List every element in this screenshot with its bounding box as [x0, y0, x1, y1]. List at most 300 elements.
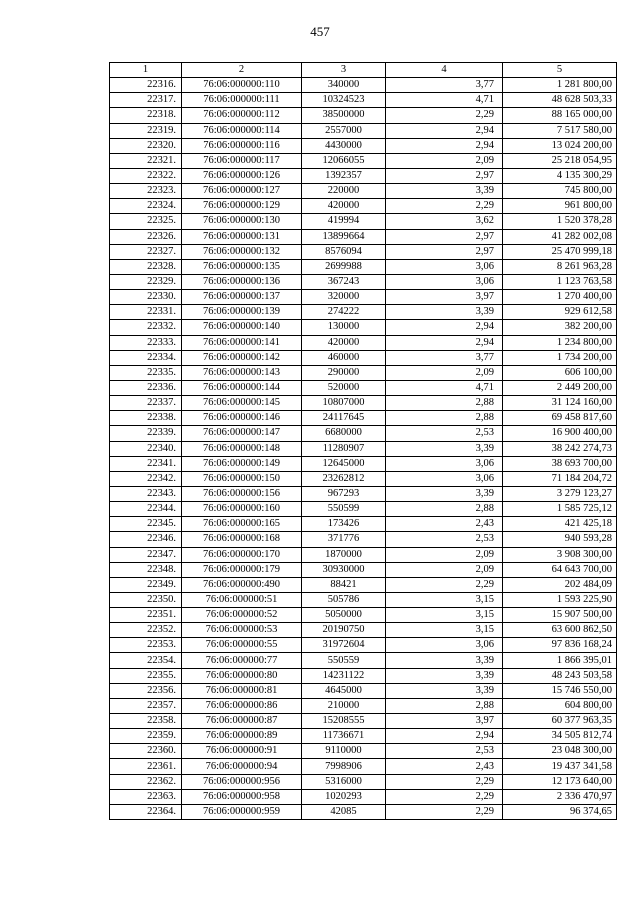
cadastral-number-cell: 76:06:000000:141 — [182, 335, 302, 350]
cadastral-number-cell: 76:06:000000:81 — [182, 683, 302, 698]
rate-cell: 2,94 — [386, 335, 503, 350]
row-number-cell: 22320. — [110, 138, 182, 153]
rate-cell: 2,94 — [386, 138, 503, 153]
table-row — [110, 108, 617, 123]
row-number-cell: 22355. — [110, 668, 182, 683]
table-row — [110, 759, 617, 774]
rate-cell: 3,39 — [386, 305, 503, 320]
cadastral-number-cell: 76:06:000000:116 — [182, 138, 302, 153]
area-cell: 12066055 — [302, 153, 386, 168]
area-cell: 2699988 — [302, 259, 386, 274]
area-cell: 4430000 — [302, 138, 386, 153]
cadastral-number-cell: 76:06:000000:80 — [182, 668, 302, 683]
value-cell: 8 261 963,28 — [503, 259, 617, 274]
area-cell: 1020293 — [302, 789, 386, 804]
cadastral-number-cell: 76:06:000000:145 — [182, 396, 302, 411]
cadastral-number-cell: 76:06:000000:117 — [182, 153, 302, 168]
row-number-cell: 22342. — [110, 471, 182, 486]
area-cell: 88421 — [302, 577, 386, 592]
area-cell: 20190750 — [302, 623, 386, 638]
cadastral-number-cell: 76:06:000000:179 — [182, 562, 302, 577]
row-number-cell: 22323. — [110, 184, 182, 199]
rate-cell: 3,15 — [386, 623, 503, 638]
row-number-cell: 22350. — [110, 592, 182, 607]
area-cell: 10324523 — [302, 93, 386, 108]
table-row — [110, 229, 617, 244]
rate-cell: 3,15 — [386, 608, 503, 623]
row-number-cell: 22353. — [110, 638, 182, 653]
table-row — [110, 168, 617, 183]
value-cell: 48 243 503,58 — [503, 668, 617, 683]
rate-cell: 3,06 — [386, 456, 503, 471]
row-number-cell: 22338. — [110, 411, 182, 426]
cadastral-number-cell: 76:06:000000:156 — [182, 486, 302, 501]
rate-cell: 2,43 — [386, 759, 503, 774]
row-number-cell: 22356. — [110, 683, 182, 698]
rate-cell: 3,97 — [386, 714, 503, 729]
area-cell: 31972604 — [302, 638, 386, 653]
cadastral-number-cell: 76:06:000000:958 — [182, 789, 302, 804]
value-cell: 3 908 300,00 — [503, 547, 617, 562]
rate-cell: 2,09 — [386, 547, 503, 562]
area-cell: 290000 — [302, 365, 386, 380]
rate-cell: 2,53 — [386, 744, 503, 759]
row-number-cell: 22363. — [110, 789, 182, 804]
value-cell: 60 377 963,35 — [503, 714, 617, 729]
value-cell: 2 449 200,00 — [503, 380, 617, 395]
area-cell: 24117645 — [302, 411, 386, 426]
cadastral-number-cell: 76:06:000000:959 — [182, 804, 302, 819]
row-number-cell: 22347. — [110, 547, 182, 562]
rate-cell: 2,29 — [386, 199, 503, 214]
table-row — [110, 517, 617, 532]
table-row — [110, 320, 617, 335]
table-row — [110, 380, 617, 395]
value-cell: 2 336 470,97 — [503, 789, 617, 804]
value-cell: 96 374,65 — [503, 804, 617, 819]
table-row — [110, 683, 617, 698]
row-number-cell: 22327. — [110, 244, 182, 259]
area-cell: 7998906 — [302, 759, 386, 774]
rate-cell: 4,71 — [386, 93, 503, 108]
column-header-4: 4 — [386, 63, 503, 78]
table-row — [110, 214, 617, 229]
row-number-cell: 22352. — [110, 623, 182, 638]
rate-cell: 2,09 — [386, 365, 503, 380]
table-row — [110, 638, 617, 653]
table-row — [110, 123, 617, 138]
value-cell: 961 800,00 — [503, 199, 617, 214]
cadastral-number-cell: 76:06:000000:137 — [182, 290, 302, 305]
cadastral-number-cell: 76:06:000000:148 — [182, 441, 302, 456]
area-cell: 10807000 — [302, 396, 386, 411]
cadastral-number-cell: 76:06:000000:168 — [182, 532, 302, 547]
row-number-cell: 22341. — [110, 456, 182, 471]
rate-cell: 2,97 — [386, 168, 503, 183]
area-cell: 371776 — [302, 532, 386, 547]
cadastral-number-cell: 76:06:000000:147 — [182, 426, 302, 441]
value-cell: 64 643 700,00 — [503, 562, 617, 577]
value-cell: 31 124 160,00 — [503, 396, 617, 411]
area-cell: 419994 — [302, 214, 386, 229]
cadastral-number-cell: 76:06:000000:149 — [182, 456, 302, 471]
row-number-cell: 22334. — [110, 350, 182, 365]
area-cell: 9110000 — [302, 744, 386, 759]
row-number-cell: 22325. — [110, 214, 182, 229]
area-cell: 367243 — [302, 274, 386, 289]
cadastral-number-cell: 76:06:000000:77 — [182, 653, 302, 668]
value-cell: 69 458 817,60 — [503, 411, 617, 426]
rate-cell: 3,06 — [386, 259, 503, 274]
table-row — [110, 608, 617, 623]
rate-cell: 4,71 — [386, 380, 503, 395]
row-number-cell: 22339. — [110, 426, 182, 441]
table-row — [110, 184, 617, 199]
area-cell: 2557000 — [302, 123, 386, 138]
rate-cell: 3,06 — [386, 471, 503, 486]
area-cell: 5316000 — [302, 774, 386, 789]
table-row — [110, 577, 617, 592]
value-cell: 97 836 168,24 — [503, 638, 617, 653]
rate-cell: 2,94 — [386, 729, 503, 744]
area-cell: 220000 — [302, 184, 386, 199]
area-cell: 12645000 — [302, 456, 386, 471]
row-number-cell: 22326. — [110, 229, 182, 244]
column-header-5: 5 — [503, 63, 617, 78]
value-cell: 7 517 580,00 — [503, 123, 617, 138]
table-header — [110, 63, 617, 78]
rate-cell: 3,77 — [386, 78, 503, 93]
table-row — [110, 138, 617, 153]
area-cell: 274222 — [302, 305, 386, 320]
rate-cell: 3,39 — [386, 486, 503, 501]
cadastral-number-cell: 76:06:000000:142 — [182, 350, 302, 365]
value-cell: 19 437 341,58 — [503, 759, 617, 774]
row-number-cell: 22359. — [110, 729, 182, 744]
value-cell: 1 520 378,28 — [503, 214, 617, 229]
cadastral-number-cell: 76:06:000000:110 — [182, 78, 302, 93]
cadastral-number-cell: 76:06:000000:114 — [182, 123, 302, 138]
value-cell: 48 628 503,33 — [503, 93, 617, 108]
table-row — [110, 290, 617, 305]
rate-cell: 2,43 — [386, 517, 503, 532]
value-cell: 41 282 002,08 — [503, 229, 617, 244]
cadastral-number-cell: 76:06:000000:111 — [182, 93, 302, 108]
rate-cell: 2,94 — [386, 320, 503, 335]
area-cell: 11736671 — [302, 729, 386, 744]
area-cell: 11280907 — [302, 441, 386, 456]
rate-cell: 2,97 — [386, 229, 503, 244]
cadastral-number-cell: 76:06:000000:170 — [182, 547, 302, 562]
cadastral-number-cell: 76:06:000000:94 — [182, 759, 302, 774]
row-number-cell: 22345. — [110, 517, 182, 532]
table-row — [110, 729, 617, 744]
cadastral-number-cell: 76:06:000000:144 — [182, 380, 302, 395]
rate-cell: 3,39 — [386, 683, 503, 698]
row-number-cell: 22337. — [110, 396, 182, 411]
rate-cell: 2,88 — [386, 698, 503, 713]
rate-cell: 2,29 — [386, 804, 503, 819]
page-number: 457 — [310, 24, 330, 39]
area-cell: 4645000 — [302, 683, 386, 698]
rate-cell: 3,06 — [386, 274, 503, 289]
row-number-cell: 22329. — [110, 274, 182, 289]
table-row — [110, 653, 617, 668]
row-number-cell: 22348. — [110, 562, 182, 577]
cadastral-number-cell: 76:06:000000:146 — [182, 411, 302, 426]
row-number-cell: 22351. — [110, 608, 182, 623]
area-cell: 320000 — [302, 290, 386, 305]
rate-cell: 2,09 — [386, 153, 503, 168]
rate-cell: 3,15 — [386, 592, 503, 607]
cadastral-number-cell: 76:06:000000:143 — [182, 365, 302, 380]
table-row — [110, 411, 617, 426]
value-cell: 940 593,28 — [503, 532, 617, 547]
table-row — [110, 532, 617, 547]
cadastral-number-cell: 76:06:000000:135 — [182, 259, 302, 274]
table-row — [110, 774, 617, 789]
table-row — [110, 592, 617, 607]
cadastral-number-cell: 76:06:000000:127 — [182, 184, 302, 199]
area-cell: 5050000 — [302, 608, 386, 623]
rate-cell: 3,77 — [386, 350, 503, 365]
row-number-cell: 22361. — [110, 759, 182, 774]
value-cell: 1 866 395,01 — [503, 653, 617, 668]
table-row — [110, 78, 617, 93]
value-cell: 1 234 800,00 — [503, 335, 617, 350]
rate-cell: 2,88 — [386, 502, 503, 517]
table-row — [110, 562, 617, 577]
value-cell: 1 270 400,00 — [503, 290, 617, 305]
value-cell: 4 135 300,29 — [503, 168, 617, 183]
table-row — [110, 199, 617, 214]
cadastral-number-cell: 76:06:000000:112 — [182, 108, 302, 123]
value-cell: 16 900 400,00 — [503, 426, 617, 441]
cadastral-number-cell: 76:06:000000:165 — [182, 517, 302, 532]
cadastral-number-cell: 76:06:000000:490 — [182, 577, 302, 592]
table-row — [110, 441, 617, 456]
area-cell: 550559 — [302, 653, 386, 668]
table-row — [110, 365, 617, 380]
area-cell: 520000 — [302, 380, 386, 395]
row-number-cell: 22357. — [110, 698, 182, 713]
cadastral-number-cell: 76:06:000000:55 — [182, 638, 302, 653]
column-header-1: 1 — [110, 63, 182, 78]
rate-cell: 2,29 — [386, 774, 503, 789]
cadastral-value-table — [109, 62, 617, 820]
row-number-cell: 22319. — [110, 123, 182, 138]
rate-cell: 3,62 — [386, 214, 503, 229]
row-number-cell: 22318. — [110, 108, 182, 123]
value-cell: 25 218 054,95 — [503, 153, 617, 168]
row-number-cell: 22364. — [110, 804, 182, 819]
rate-cell: 3,39 — [386, 653, 503, 668]
cadastral-number-cell: 76:06:000000:160 — [182, 502, 302, 517]
row-number-cell: 22322. — [110, 168, 182, 183]
row-number-cell: 22360. — [110, 744, 182, 759]
table-row — [110, 698, 617, 713]
cadastral-number-cell: 76:06:000000:139 — [182, 305, 302, 320]
row-number-cell: 22317. — [110, 93, 182, 108]
value-cell: 12 173 640,00 — [503, 774, 617, 789]
value-cell: 71 184 204,72 — [503, 471, 617, 486]
table-row — [110, 93, 617, 108]
area-cell: 420000 — [302, 199, 386, 214]
area-cell: 23262812 — [302, 471, 386, 486]
value-cell: 421 425,18 — [503, 517, 617, 532]
row-number-cell: 22344. — [110, 502, 182, 517]
rate-cell: 3,97 — [386, 290, 503, 305]
row-number-cell: 22333. — [110, 335, 182, 350]
area-cell: 6680000 — [302, 426, 386, 441]
value-cell: 3 279 123,27 — [503, 486, 617, 501]
cadastral-number-cell: 76:06:000000:129 — [182, 199, 302, 214]
value-cell: 23 048 300,00 — [503, 744, 617, 759]
value-cell: 202 484,09 — [503, 577, 617, 592]
cadastral-number-cell: 76:06:000000:53 — [182, 623, 302, 638]
table-row — [110, 714, 617, 729]
value-cell: 34 505 812,74 — [503, 729, 617, 744]
table-row — [110, 335, 617, 350]
rate-cell: 3,06 — [386, 638, 503, 653]
cadastral-number-cell: 76:06:000000:52 — [182, 608, 302, 623]
value-cell: 606 100,00 — [503, 365, 617, 380]
column-header-3: 3 — [302, 63, 386, 78]
row-number-cell: 22316. — [110, 78, 182, 93]
area-cell: 505786 — [302, 592, 386, 607]
area-cell: 14231122 — [302, 668, 386, 683]
table-row — [110, 623, 617, 638]
table-row — [110, 456, 617, 471]
table-body — [110, 78, 617, 820]
area-cell: 8576094 — [302, 244, 386, 259]
area-cell: 15208555 — [302, 714, 386, 729]
value-cell: 1 585 725,12 — [503, 502, 617, 517]
header-row — [110, 63, 617, 78]
cadastral-number-cell: 76:06:000000:956 — [182, 774, 302, 789]
value-cell: 15 907 500,00 — [503, 608, 617, 623]
row-number-cell: 22343. — [110, 486, 182, 501]
rate-cell: 2,94 — [386, 123, 503, 138]
row-number-cell: 22321. — [110, 153, 182, 168]
cadastral-number-cell: 76:06:000000:89 — [182, 729, 302, 744]
area-cell: 550599 — [302, 502, 386, 517]
row-number-cell: 22346. — [110, 532, 182, 547]
rate-cell: 2,09 — [386, 562, 503, 577]
cadastral-number-cell: 76:06:000000:131 — [182, 229, 302, 244]
row-number-cell: 22330. — [110, 290, 182, 305]
value-cell: 15 746 550,00 — [503, 683, 617, 698]
table-row — [110, 668, 617, 683]
value-cell: 604 800,00 — [503, 698, 617, 713]
cadastral-number-cell: 76:06:000000:132 — [182, 244, 302, 259]
area-cell: 30930000 — [302, 562, 386, 577]
value-cell: 13 024 200,00 — [503, 138, 617, 153]
row-number-cell: 22335. — [110, 365, 182, 380]
area-cell: 42085 — [302, 804, 386, 819]
rate-cell: 2,29 — [386, 108, 503, 123]
area-cell: 130000 — [302, 320, 386, 335]
value-cell: 88 165 000,00 — [503, 108, 617, 123]
table-row — [110, 744, 617, 759]
rate-cell: 3,39 — [386, 668, 503, 683]
table-row — [110, 502, 617, 517]
row-number-cell: 22362. — [110, 774, 182, 789]
rate-cell: 2,53 — [386, 532, 503, 547]
area-cell: 340000 — [302, 78, 386, 93]
row-number-cell: 22332. — [110, 320, 182, 335]
table-row — [110, 350, 617, 365]
cadastral-number-cell: 76:06:000000:51 — [182, 592, 302, 607]
row-number-cell: 22328. — [110, 259, 182, 274]
value-cell: 382 200,00 — [503, 320, 617, 335]
table-row — [110, 486, 617, 501]
value-cell: 25 470 999,18 — [503, 244, 617, 259]
area-cell: 210000 — [302, 698, 386, 713]
area-cell: 967293 — [302, 486, 386, 501]
column-header-2: 2 — [182, 63, 302, 78]
row-number-cell: 22340. — [110, 441, 182, 456]
cadastral-number-cell: 76:06:000000:91 — [182, 744, 302, 759]
table-row — [110, 426, 617, 441]
rate-cell: 3,39 — [386, 184, 503, 199]
area-cell: 1392357 — [302, 168, 386, 183]
table-row — [110, 274, 617, 289]
table-row — [110, 244, 617, 259]
rate-cell: 2,29 — [386, 577, 503, 592]
area-cell: 460000 — [302, 350, 386, 365]
area-cell: 38500000 — [302, 108, 386, 123]
value-cell: 1 123 763,58 — [503, 274, 617, 289]
row-number-cell: 22349. — [110, 577, 182, 592]
table-row — [110, 789, 617, 804]
row-number-cell: 22331. — [110, 305, 182, 320]
area-cell: 420000 — [302, 335, 386, 350]
value-cell: 38 242 274,73 — [503, 441, 617, 456]
rate-cell: 2,88 — [386, 396, 503, 411]
cadastral-number-cell: 76:06:000000:140 — [182, 320, 302, 335]
table-row — [110, 471, 617, 486]
table-row — [110, 259, 617, 274]
table-row — [110, 547, 617, 562]
row-number-cell: 22358. — [110, 714, 182, 729]
value-cell: 1 734 200,00 — [503, 350, 617, 365]
cadastral-number-cell: 76:06:000000:86 — [182, 698, 302, 713]
value-cell: 1 593 225,90 — [503, 592, 617, 607]
table-row — [110, 305, 617, 320]
value-cell: 38 693 700,00 — [503, 456, 617, 471]
cadastral-number-cell: 76:06:000000:150 — [182, 471, 302, 486]
rate-cell: 2,29 — [386, 789, 503, 804]
row-number-cell: 22354. — [110, 653, 182, 668]
area-cell: 173426 — [302, 517, 386, 532]
rate-cell: 2,88 — [386, 411, 503, 426]
area-cell: 13899664 — [302, 229, 386, 244]
area-cell: 1870000 — [302, 547, 386, 562]
value-cell: 63 600 862,50 — [503, 623, 617, 638]
cadastral-number-cell: 76:06:000000:136 — [182, 274, 302, 289]
row-number-cell: 22324. — [110, 199, 182, 214]
cadastral-number-cell: 76:06:000000:130 — [182, 214, 302, 229]
rate-cell: 3,39 — [386, 441, 503, 456]
value-cell: 745 800,00 — [503, 184, 617, 199]
value-cell: 1 281 800,00 — [503, 78, 617, 93]
table-row — [110, 153, 617, 168]
rate-cell: 2,53 — [386, 426, 503, 441]
row-number-cell: 22336. — [110, 380, 182, 395]
table-row — [110, 396, 617, 411]
cadastral-number-cell: 76:06:000000:126 — [182, 168, 302, 183]
